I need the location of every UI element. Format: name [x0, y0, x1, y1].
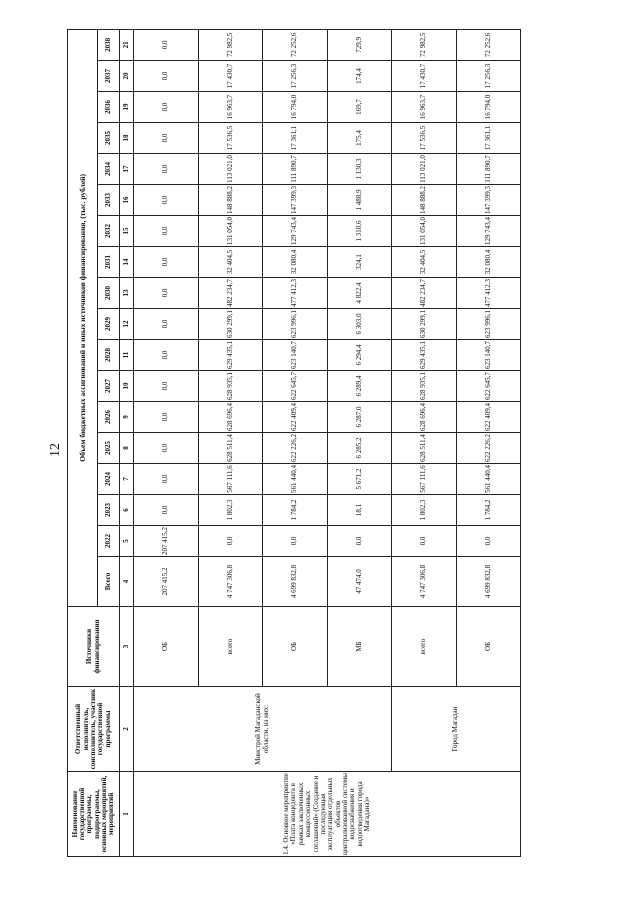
year-value-cell: 113 021,0	[198, 154, 262, 185]
column-number: 2	[120, 687, 134, 772]
event-name-cell: 1.4. Основное мероприятие «Плата концедента в рамках заключенных концессионных соглашений» (Создание и последующая эксплуатация отдельных объектов централизованной системы водоснабжения и водоотведения города Магадана)»	[134, 772, 521, 857]
year-value-cell: 72 982,5	[392, 29, 456, 60]
year-value-cell: 0,0	[134, 61, 198, 92]
year-value-cell: 628 511,4	[392, 433, 456, 464]
year-value-cell: 1 802,3	[198, 495, 262, 526]
year-value-cell: 0,0	[134, 216, 198, 247]
header-year: 2023	[98, 495, 120, 526]
header-year: 2028	[98, 340, 120, 371]
header-program-name: Наименование государственной программы, подпрограммы, основных мероприятий, мероприятий	[68, 772, 120, 857]
header-year: 2030	[98, 278, 120, 309]
year-value-cell: 628 696,4	[392, 402, 456, 433]
year-value-cell: 1 784,2	[263, 495, 327, 526]
year-value-cell: 324,1	[327, 247, 391, 278]
funding-source-cell: ОБ	[263, 607, 327, 687]
funding-source-cell: всего	[392, 607, 456, 687]
year-value-cell: 6 285,2	[327, 433, 391, 464]
year-value-cell: 0,0	[456, 526, 520, 557]
year-value-cell: 17 430,7	[392, 61, 456, 92]
year-value-cell: 1 488,9	[327, 185, 391, 216]
year-value-cell: 0,0	[134, 402, 198, 433]
year-value-cell: 0,0	[134, 278, 198, 309]
header-year: 2035	[98, 123, 120, 154]
funding-table-body	[68, 29, 521, 856]
year-value-cell: 623 996,1	[263, 309, 327, 340]
executor-cell: Город Магадан	[392, 687, 521, 772]
table-row	[134, 29, 198, 856]
year-value-cell: 1 784,2	[456, 495, 520, 526]
page-number: 12	[48, 443, 63, 457]
executor-cell: Минстрой Магаданской области, из них:	[134, 687, 392, 772]
year-value-cell: 129 743,4	[263, 216, 327, 247]
year-value-cell: 622 409,4	[263, 402, 327, 433]
year-value-cell: 628 511,4	[198, 433, 262, 464]
column-number: 12	[120, 309, 134, 340]
year-value-cell: 148 888,2	[198, 185, 262, 216]
year-value-cell: 0,0	[263, 526, 327, 557]
year-value-cell: 5 671,2	[327, 464, 391, 495]
year-value-cell: 17 256,3	[456, 61, 520, 92]
year-value-cell: 622 226,2	[263, 433, 327, 464]
year-value-cell: 628 935,1	[392, 371, 456, 402]
column-number: 8	[120, 433, 134, 464]
year-value-cell: 16 963,7	[392, 92, 456, 123]
year-value-cell: 16 963,7	[198, 92, 262, 123]
year-value-cell: 623 996,1	[456, 309, 520, 340]
year-value-cell: 567 111,6	[392, 464, 456, 495]
year-value-cell: 18,1	[327, 495, 391, 526]
column-number: 20	[120, 61, 134, 92]
year-value-cell: 0,0	[134, 185, 198, 216]
year-value-cell: 0,0	[134, 247, 198, 278]
column-number: 7	[120, 464, 134, 495]
year-value-cell: 1 802,3	[392, 495, 456, 526]
year-value-cell: 630 299,1	[392, 309, 456, 340]
header-year: 2033	[98, 185, 120, 216]
year-value-cell: 0,0	[198, 526, 262, 557]
year-value-cell: 622 645,7	[263, 371, 327, 402]
column-number: 13	[120, 278, 134, 309]
column-number: 6	[120, 495, 134, 526]
column-number: 19	[120, 92, 134, 123]
funding-table	[67, 29, 521, 857]
year-value-cell: 131 054,0	[198, 216, 262, 247]
column-number: 14	[120, 247, 134, 278]
column-number: 15	[120, 216, 134, 247]
year-value-cell: 174,4	[327, 61, 391, 92]
year-value-cell: 17 536,5	[392, 123, 456, 154]
total-cell: 207 415,2	[134, 557, 198, 607]
header-year: 2036	[98, 92, 120, 123]
year-value-cell: 0,0	[134, 340, 198, 371]
table-row	[392, 29, 456, 856]
year-value-cell: 0,0	[134, 371, 198, 402]
year-value-cell: 0,0	[134, 29, 198, 60]
year-value-cell: 729,9	[327, 29, 391, 60]
year-value-cell: 147 399,3	[263, 185, 327, 216]
year-value-cell: 111 890,7	[456, 154, 520, 185]
header-year: 2034	[98, 154, 120, 185]
column-number: 11	[120, 340, 134, 371]
header-year: 2026	[98, 402, 120, 433]
column-number: 10	[120, 371, 134, 402]
year-value-cell: 147 399,3	[456, 185, 520, 216]
year-value-cell: 32 080,4	[456, 247, 520, 278]
year-value-cell: 477 412,3	[456, 278, 520, 309]
year-value-cell: 6 303,0	[327, 309, 391, 340]
year-value-cell: 0,0	[134, 433, 198, 464]
year-value-cell: 32 080,4	[263, 247, 327, 278]
year-value-cell: 477 412,3	[263, 278, 327, 309]
year-value-cell: 0,0	[134, 309, 198, 340]
year-value-cell: 0,0	[134, 92, 198, 123]
header-year: 2025	[98, 433, 120, 464]
year-value-cell: 6 294,4	[327, 340, 391, 371]
year-value-cell: 0,0	[327, 526, 391, 557]
year-value-cell: 16 794,0	[263, 92, 327, 123]
year-value-cell: 1 130,3	[327, 154, 391, 185]
header-year: 2037	[98, 61, 120, 92]
year-value-cell: 129 743,4	[456, 216, 520, 247]
year-value-cell: 16 794,0	[456, 92, 520, 123]
year-value-cell: 561 440,4	[263, 464, 327, 495]
year-value-cell: 482 234,7	[198, 278, 262, 309]
year-value-cell: 32 404,5	[392, 247, 456, 278]
year-value-cell: 623 140,7	[263, 340, 327, 371]
year-value-cell: 0,0	[134, 123, 198, 154]
year-value-cell: 561 440,4	[456, 464, 520, 495]
header-funding-source: Источники финансирования	[68, 607, 120, 687]
total-cell: 4 747 306,8	[392, 557, 456, 607]
header-year: 2032	[98, 216, 120, 247]
column-number: 3	[120, 607, 134, 687]
header-year: 2031	[98, 247, 120, 278]
column-number: 21	[120, 29, 134, 60]
year-value-cell: 628 935,1	[198, 371, 262, 402]
year-value-cell: 72 982,5	[198, 29, 262, 60]
year-value-cell: 623 140,7	[456, 340, 520, 371]
column-number-row	[120, 29, 134, 856]
header-year: 2024	[98, 464, 120, 495]
year-value-cell: 6 289,4	[327, 371, 391, 402]
header-year: 2038	[98, 29, 120, 60]
year-value-cell: 482 234,7	[392, 278, 456, 309]
column-number: 17	[120, 154, 134, 185]
year-value-cell: 17 430,7	[198, 61, 262, 92]
year-value-cell: 0,0	[392, 526, 456, 557]
year-value-cell: 111 890,7	[263, 154, 327, 185]
year-value-cell: 0,0	[134, 464, 198, 495]
year-value-cell: 629 435,1	[198, 340, 262, 371]
total-cell: 4 699 832,8	[456, 557, 520, 607]
header-executor: Ответственный исполнитель, соисполнитель, участник государственной программы	[68, 687, 120, 772]
column-number: 16	[120, 185, 134, 216]
header-year: 2029	[98, 309, 120, 340]
header-row-top	[68, 29, 98, 856]
funding-source-cell: ОБ	[134, 607, 198, 687]
header-funding-volume: Объем бюджетных ассигнований и иных источников финансирования, (тыс. рублей)	[68, 29, 98, 606]
total-cell: 4 699 832,8	[263, 557, 327, 607]
rotated-table-wrapper	[67, 29, 521, 857]
year-value-cell: 622 226,2	[456, 433, 520, 464]
column-number: 4	[120, 557, 134, 607]
header-year: 2022	[98, 526, 120, 557]
year-value-cell: 17 361,1	[456, 123, 520, 154]
year-value-cell: 6 287,0	[327, 402, 391, 433]
funding-source-cell: МБ	[327, 607, 391, 687]
year-value-cell: 17 536,5	[198, 123, 262, 154]
year-value-cell: 72 252,6	[456, 29, 520, 60]
year-value-cell: 207 415,2	[134, 526, 198, 557]
year-value-cell: 4 822,4	[327, 278, 391, 309]
column-number: 9	[120, 402, 134, 433]
funding-source-cell: всего	[198, 607, 262, 687]
year-value-cell: 169,7	[327, 92, 391, 123]
year-value-cell: 622 645,7	[456, 371, 520, 402]
year-value-cell: 131 054,0	[392, 216, 456, 247]
year-value-cell: 0,0	[134, 495, 198, 526]
year-value-cell: 148 888,2	[392, 185, 456, 216]
year-value-cell: 17 361,1	[263, 123, 327, 154]
header-total: Всего	[98, 557, 120, 607]
year-value-cell: 622 409,4	[456, 402, 520, 433]
year-value-cell: 72 252,6	[263, 29, 327, 60]
year-value-cell: 0,0	[134, 154, 198, 185]
total-cell: 47 474,0	[327, 557, 391, 607]
column-number: 1	[120, 772, 134, 857]
year-value-cell: 630 299,1	[198, 309, 262, 340]
column-number: 5	[120, 526, 134, 557]
year-value-cell: 17 256,3	[263, 61, 327, 92]
year-value-cell: 567 111,6	[198, 464, 262, 495]
header-year: 2027	[98, 371, 120, 402]
year-value-cell: 113 021,0	[392, 154, 456, 185]
year-value-cell: 629 435,1	[392, 340, 456, 371]
year-value-cell: 175,4	[327, 123, 391, 154]
year-value-cell: 32 404,5	[198, 247, 262, 278]
column-number: 18	[120, 123, 134, 154]
year-value-cell: 1 310,6	[327, 216, 391, 247]
year-value-cell: 628 696,4	[198, 402, 262, 433]
total-cell: 4 747 306,8	[198, 557, 262, 607]
funding-source-cell: ОБ	[456, 607, 520, 687]
